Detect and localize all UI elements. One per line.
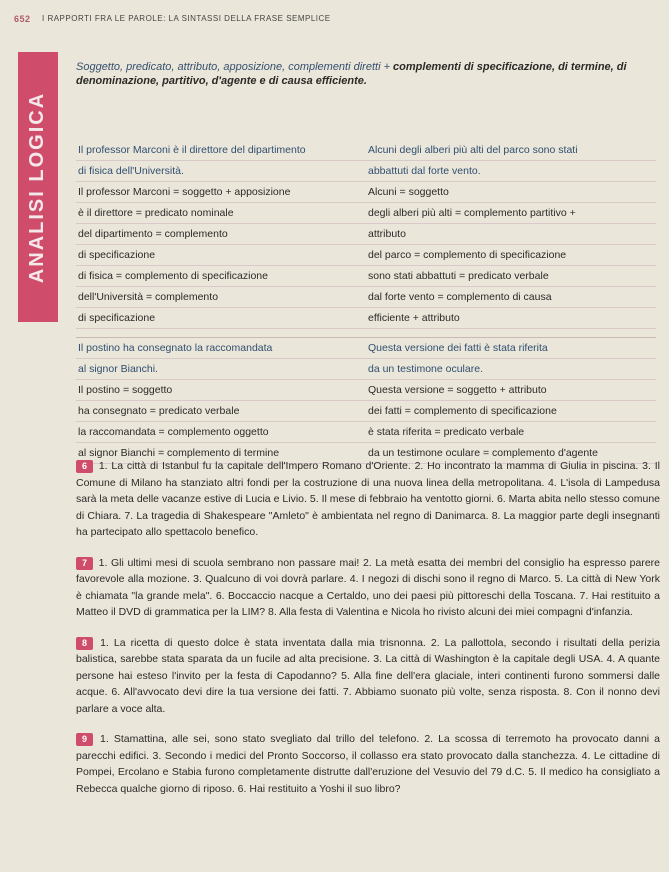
exercise-list bbox=[76, 458, 660, 811]
analysis-table bbox=[76, 140, 656, 464]
exercise-item bbox=[76, 458, 660, 541]
running-head: I RAPPORTI FRA LE PAROLE: LA SINTASSI DELLA FRASE SEMPLICE bbox=[42, 14, 331, 23]
analysis-row: dei fatti = complemento di specificazione bbox=[366, 401, 656, 422]
analysis-row: dal forte vento = complemento di causa bbox=[366, 287, 656, 308]
analysis-row: ha consegnato = predicato verbale bbox=[76, 401, 366, 422]
analysis-column-left bbox=[76, 140, 366, 329]
section-intro bbox=[76, 60, 656, 88]
analysis-row: è il direttore = predicato nominale bbox=[76, 203, 366, 224]
exercise-number-badge: 6 bbox=[76, 460, 93, 473]
analysis-row: Questa versione dei fatti è stata riferita bbox=[366, 338, 656, 359]
analysis-row: di fisica dell'Università. bbox=[76, 161, 366, 182]
analysis-row: la raccomandata = complemento oggetto bbox=[76, 422, 366, 443]
analysis-row: Alcuni = soggetto bbox=[366, 182, 656, 203]
analysis-row: da un testimone oculare = complemento d'agente bbox=[366, 443, 656, 464]
analysis-row: del dipartimento = complemento bbox=[76, 224, 366, 245]
analysis-row: degli alberi più alti = complemento partitivo + bbox=[366, 203, 656, 224]
exercise-text: 1. Stamattina, alle sei, sono stato svegliato dal trillo del telefono. 2. La scossa di terremoto ha provocato danni a parecchi edifici. 3. Secondo i medici del Pronto Soccorso, il collasso era stato provocato dalla stanchezza. 4. Le cittadine di Pompei, Ercolano e Stabia furono completamente distrutte dall'eruzione del Vesuvio del 79 d.C. 5. Il medico ha consigliato a Rebecca qualche giorno di riposo. 6. Hai restituito a Yoshi il suo libro? bbox=[76, 733, 660, 795]
analysis-column-left bbox=[76, 338, 366, 464]
exercise-number-badge: 8 bbox=[76, 637, 93, 650]
section-tab bbox=[18, 52, 58, 322]
analysis-row: di fisica = complemento di specificazione bbox=[76, 266, 366, 287]
analysis-row: è stata riferita = predicato verbale bbox=[366, 422, 656, 443]
analysis-row: attributo bbox=[366, 224, 656, 245]
analysis-row: al signor Bianchi. bbox=[76, 359, 366, 380]
exercise-item bbox=[76, 731, 660, 797]
exercise-item bbox=[76, 555, 660, 621]
analysis-row: da un testimone oculare. bbox=[366, 359, 656, 380]
analysis-row: Il postino ha consegnato la raccomandata bbox=[76, 338, 366, 359]
section-tab-label: ANALISI LOGICA bbox=[26, 91, 49, 283]
analysis-row: sono stati abbattuti = predicato verbale bbox=[366, 266, 656, 287]
analysis-row: di specificazione bbox=[76, 245, 366, 266]
analysis-row: Alcuni degli alberi più alti del parco sono stati bbox=[366, 140, 656, 161]
analysis-row: dell'Università = complemento bbox=[76, 287, 366, 308]
exercise-number-badge: 9 bbox=[76, 733, 93, 746]
page-header bbox=[0, 8, 669, 30]
analysis-block bbox=[76, 140, 656, 329]
exercise-text: 1. La città di Istanbul fu la capitale dell'Impero Romano d'Oriente. 2. Ho incontrato la mamma di Giulia in piscina. 3. Il Comune di Milano ha stanziato altri fondi per la costruzione di una nuova linea della metropolitana. 4. L'isola di Lampedusa sarà la meta delle vacanze estive di Lucia e Livio. 5. Il mese di febbraio ha ventotto giorni. 6. Marta abita nello stesso comune di Chiara. 7. La tragedia di Shakespeare "Amleto" è ambientata nel regno di Danimarca. 8. La maggior parte degli insegnanti ha partecipato allo spettacolo benefico. bbox=[76, 460, 660, 538]
intro-plain: Soggetto, predicato, attributo, apposizione, complementi diretti + bbox=[76, 61, 394, 73]
analysis-row: al signor Bianchi = complemento di termine bbox=[76, 443, 366, 464]
exercise-text: 1. Gli ultimi mesi di scuola sembrano non passare mai! 2. La metà esatta dei membri del consiglio ha espresso parere favorevole alla mozione. 3. Qualcuno di voi dovrà parlare. 4. I negozi di dischi sono il regno di Marco. 5. La città di New York è chiamata "la grande mela". 6. Boccaccio nacque a Certaldo, uno dei paesi più pittoreschi della Toscana. 7. Hai restituito a Matteo il DVD di grammatica per la LIM? 8. Alla festa di Valentina e Nicola ho rivisto alcuni dei miei compagni d'infanzia. bbox=[76, 556, 660, 618]
intro-bold: complementi di specificazione, di termine, di denominazione, partitivo, d'agente e di causa efficiente. bbox=[76, 61, 627, 87]
exercise-item bbox=[76, 635, 660, 718]
analysis-row: Il professor Marconi = soggetto + apposizione bbox=[76, 182, 366, 203]
analysis-column-right bbox=[366, 140, 656, 329]
exercise-number-badge: 7 bbox=[76, 557, 93, 570]
analysis-column-right bbox=[366, 338, 656, 464]
analysis-row: Il professor Marconi è il direttore del dipartimento bbox=[76, 140, 366, 161]
analysis-row: abbattuti dal forte vento. bbox=[366, 161, 656, 182]
analysis-row: del parco = complemento di specificazione bbox=[366, 245, 656, 266]
analysis-block bbox=[76, 337, 656, 464]
page-number: 652 bbox=[14, 14, 31, 24]
analysis-row: Il postino = soggetto bbox=[76, 380, 366, 401]
analysis-row: di specificazione bbox=[76, 308, 366, 329]
exercise-text: 1. La ricetta di questo dolce è stata inventata dalla mia trisnonna. 2. La pallottola, secondo i risultati della perizia balistica, sarebbe stata sparata da un fucile ad alta precisione. 3. La città di Washington è la capitale degli USA. 4. A quante persone hai esteso l'invito per la festa di Capodanno? 5. Alla fine dell'era glaciale, interi continenti furono sommersi dalle acque. 6. All'avvocato devi dire la tua versione dei fatti. 7. Abbiamo suonato più volte, senza risposta. 8. Con il nonno devi parlare a voce alta. bbox=[76, 636, 660, 715]
analysis-row: Questa versione = soggetto + attributo bbox=[366, 380, 656, 401]
analysis-row: efficiente + attributo bbox=[366, 308, 656, 329]
